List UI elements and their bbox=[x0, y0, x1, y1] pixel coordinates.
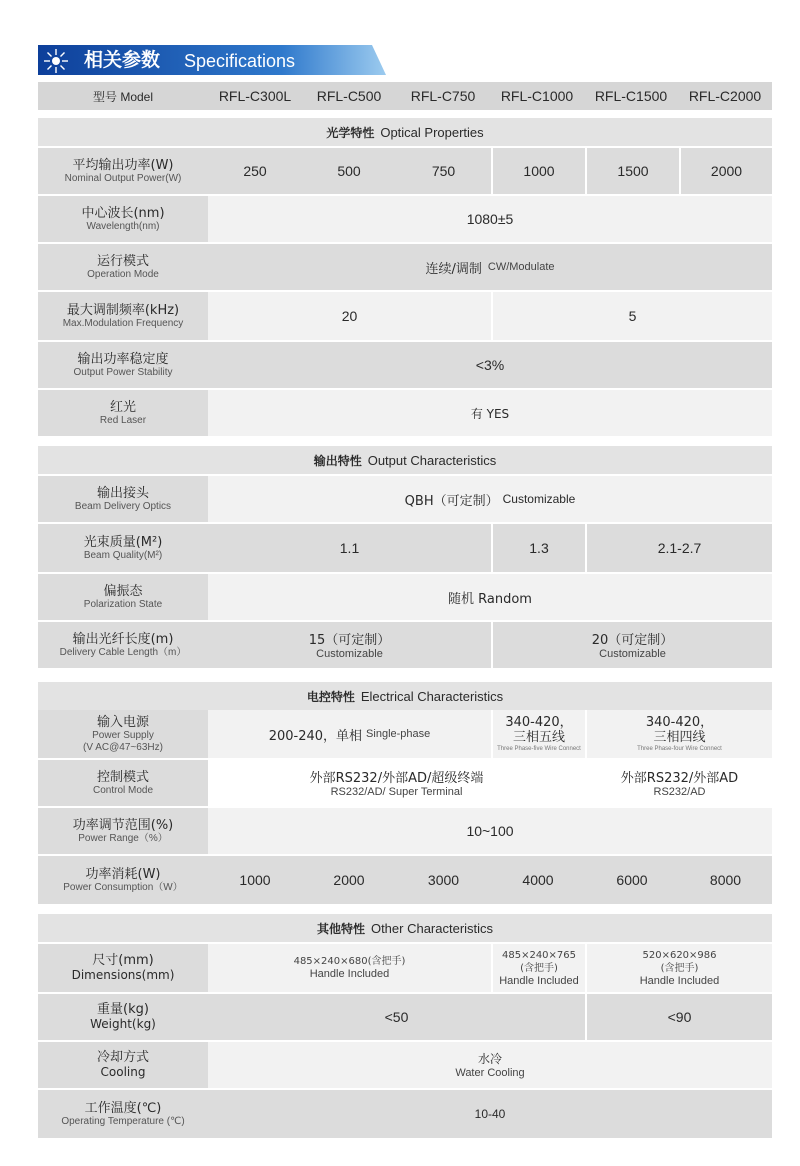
label-en: Nominal Output Power(W) bbox=[64, 172, 182, 184]
label-en: Control Mode bbox=[92, 784, 154, 796]
model-name: RFL-C750 bbox=[410, 88, 476, 104]
label-cn: 输入电源 bbox=[96, 714, 149, 730]
section-title-cn: 其他特性 bbox=[316, 921, 365, 936]
row-wavelength bbox=[38, 196, 772, 242]
value-en: RS232/AD bbox=[653, 786, 706, 798]
value-en: Water Cooling bbox=[455, 1067, 525, 1079]
value-cell: 4000 bbox=[522, 872, 554, 888]
row-polarization bbox=[38, 574, 772, 620]
row-control-mode bbox=[38, 760, 772, 806]
value-en: Customizable bbox=[599, 648, 666, 660]
value-cn: (含把手) bbox=[660, 962, 699, 974]
sun-icon bbox=[42, 47, 70, 75]
value-cell: 500 bbox=[337, 163, 361, 179]
row-power-range bbox=[38, 808, 772, 854]
row-label bbox=[38, 994, 208, 1040]
row-dimensions bbox=[38, 944, 772, 992]
label-cn: 中心波长(nm) bbox=[81, 205, 165, 221]
section-optical bbox=[38, 118, 772, 146]
model-row bbox=[38, 82, 772, 110]
value-en: Customizable bbox=[316, 648, 383, 660]
label-en: Delivery Cable Length（m） bbox=[59, 646, 187, 658]
value-en: Handle Included bbox=[499, 974, 579, 987]
value-cn: 连续/调制 bbox=[425, 261, 482, 277]
value-cell: 3000 bbox=[427, 872, 460, 888]
value-en: Three Phase-four Wire Connect bbox=[637, 746, 722, 752]
value-cn: 外部RS232/外部AD bbox=[620, 771, 739, 786]
label-cn: 尺寸(mm) bbox=[92, 953, 154, 968]
section-output bbox=[38, 446, 772, 474]
row-label bbox=[38, 1090, 208, 1138]
row-cooling bbox=[38, 1042, 772, 1088]
model-name: RFL-C2000 bbox=[688, 88, 762, 104]
row-weight bbox=[38, 994, 772, 1040]
label-cn: 控制模式 bbox=[96, 769, 149, 785]
value-cn: 340-420， bbox=[505, 715, 573, 730]
row-label bbox=[38, 342, 208, 388]
model-name: RFL-C300L bbox=[218, 88, 292, 104]
row-stability bbox=[38, 342, 772, 388]
value-cell: 6000 bbox=[616, 872, 648, 888]
row-label bbox=[38, 856, 208, 904]
section-title-en: Other Characteristics bbox=[370, 920, 494, 936]
label-cn: 光束质量(M²) bbox=[83, 534, 163, 550]
section-title-en: Optical Properties bbox=[380, 124, 484, 140]
value-cell: 10~100 bbox=[466, 823, 514, 839]
label-cn: 功率消耗(W) bbox=[85, 866, 161, 882]
label-en: Dimensions(mm) bbox=[71, 968, 175, 982]
model-name: RFL-C500 bbox=[316, 88, 382, 104]
row-power-consumption bbox=[38, 856, 772, 904]
label-en: Power Supply bbox=[92, 729, 154, 741]
row-label bbox=[38, 148, 208, 194]
section-electrical bbox=[38, 682, 772, 710]
row-label bbox=[38, 244, 208, 290]
row-label bbox=[38, 622, 208, 668]
row-temperature bbox=[38, 1090, 772, 1138]
value-cell: 250 bbox=[243, 163, 267, 179]
row-modulation bbox=[38, 292, 772, 340]
value-cell: 2.1-2.7 bbox=[657, 540, 702, 556]
value-dimension: 485×240×680(含把手) bbox=[293, 956, 406, 967]
label-cn: 输出功率稳定度 bbox=[77, 351, 169, 367]
value-cell: 1500 bbox=[617, 163, 649, 179]
section-other bbox=[38, 914, 772, 942]
label-cn: 功率调节范围(%) bbox=[72, 817, 174, 833]
value-en: Customizable bbox=[502, 492, 576, 506]
label-cn: 输出接头 bbox=[96, 485, 149, 501]
label-cn: 最大调制频率(kHz) bbox=[66, 302, 180, 318]
value-en: RS232/AD/ Super Terminal bbox=[330, 786, 463, 798]
label-en: Polarization State bbox=[83, 598, 163, 610]
label-cn: 输出光纤长度(m) bbox=[72, 631, 174, 647]
value-en: Handle Included bbox=[309, 968, 390, 980]
label-cn: 平均输出功率(W) bbox=[72, 157, 174, 173]
label-en: Wavelength(nm) bbox=[86, 220, 160, 232]
value-cell: 1.3 bbox=[529, 540, 549, 556]
model-name: RFL-C1000 bbox=[500, 88, 574, 104]
value-cell: <3% bbox=[475, 357, 505, 373]
value-cn: 20（可定制） bbox=[591, 633, 674, 648]
row-operation-mode bbox=[38, 244, 772, 290]
row-label bbox=[38, 808, 208, 854]
label-en: Output Power Stability bbox=[73, 366, 173, 378]
label-cn: 红光 bbox=[109, 399, 136, 415]
value-dimension: 485×240×765 bbox=[501, 949, 577, 961]
value-cell: 8000 bbox=[709, 872, 742, 888]
row-label bbox=[38, 476, 208, 522]
row-label bbox=[38, 574, 208, 620]
label-en: Power Consumption（W） bbox=[63, 881, 183, 893]
model-label: 型号 Model bbox=[92, 89, 154, 104]
value-cell: 10-40 bbox=[474, 1107, 506, 1121]
label-cn: 工作温度(℃) bbox=[84, 1100, 162, 1116]
value-cell: 750 bbox=[431, 163, 456, 179]
row-label bbox=[38, 1042, 208, 1088]
row-connector bbox=[38, 476, 772, 522]
label-en: Red Laser bbox=[99, 414, 147, 426]
value-cell: 2000 bbox=[710, 163, 743, 179]
label-en: Operating Temperature (℃) bbox=[61, 1115, 185, 1127]
value-cell: 1000 bbox=[239, 872, 271, 888]
value-cn: 三相五线 bbox=[512, 730, 565, 745]
value-en: Three Phase-five Wire Connect bbox=[497, 746, 581, 752]
banner-title-cn: 相关参数 bbox=[84, 49, 161, 71]
label-en: Operation Mode bbox=[87, 268, 159, 280]
value-en: Handle Included bbox=[639, 974, 720, 987]
model-name: RFL-C1500 bbox=[594, 88, 668, 104]
value-dimension: 520×620×986 bbox=[642, 949, 717, 961]
label-cn: 重量(kg) bbox=[97, 1002, 149, 1017]
value-cell: 1.1 bbox=[339, 540, 360, 556]
row-beam-quality bbox=[38, 524, 772, 572]
value-cell: <50 bbox=[384, 1009, 409, 1025]
row-label bbox=[38, 196, 208, 242]
banner-title-en: Specifications bbox=[184, 51, 296, 71]
label-en: Weight(kg) bbox=[90, 1017, 156, 1031]
value-cn: 三相四线 bbox=[653, 730, 706, 745]
row-power-supply bbox=[38, 710, 772, 758]
row-label bbox=[38, 710, 208, 758]
value-cn: 外部RS232/外部AD/超级终端 bbox=[309, 771, 484, 786]
row-red-laser bbox=[38, 390, 772, 436]
section-title-cn: 电控特性 bbox=[306, 689, 355, 704]
value-cell: 20 bbox=[341, 308, 358, 324]
label-en: Power Range（%） bbox=[78, 832, 168, 844]
value-cn: 水冷 bbox=[477, 1052, 502, 1066]
label-cn: 运行模式 bbox=[96, 253, 149, 269]
label-cn: 偏振态 bbox=[103, 583, 143, 599]
label-en: Cooling bbox=[100, 1065, 146, 1079]
value-cell: 2000 bbox=[333, 872, 365, 888]
value-cell: <90 bbox=[667, 1009, 692, 1025]
value-cell: 有 YES bbox=[470, 406, 510, 421]
value-cell: 随机 Random bbox=[448, 591, 532, 607]
value-cell: 1080±5 bbox=[466, 211, 514, 227]
label-en: Beam Quality(M²) bbox=[83, 549, 163, 561]
label-en-2: (V AC@47~63Hz) bbox=[83, 741, 163, 753]
section-title-cn: 输出特性 bbox=[313, 453, 362, 468]
row-label bbox=[38, 292, 208, 340]
row-label bbox=[38, 524, 208, 572]
row-label bbox=[38, 944, 208, 992]
value-cn: 15（可定制） bbox=[308, 633, 391, 648]
label-en: Beam Delivery Optics bbox=[74, 500, 172, 512]
value-cell: 1000 bbox=[523, 163, 555, 179]
row-label bbox=[38, 390, 208, 436]
spec-banner bbox=[38, 45, 386, 75]
row-output-power bbox=[38, 148, 772, 194]
section-title-cn: 光学特性 bbox=[326, 125, 375, 140]
value-cn: QBH（可定制） bbox=[404, 493, 499, 509]
value-cn: (含把手) bbox=[520, 962, 558, 974]
label-cn: 冷却方式 bbox=[96, 1050, 149, 1065]
value-cell: 5 bbox=[628, 308, 637, 324]
value-en: Single-phase bbox=[366, 727, 431, 740]
value-cn: 340-420， bbox=[645, 715, 714, 730]
row-cable-length bbox=[38, 622, 772, 668]
label-en: Max.Modulation Frequency bbox=[62, 317, 184, 329]
row-label bbox=[38, 760, 208, 806]
section-title-en: Output Characteristics bbox=[367, 452, 497, 468]
section-title-en: Electrical Characteristics bbox=[360, 688, 504, 704]
value-en: CW/Modulate bbox=[487, 260, 555, 273]
value-cn: 200-240，单相 bbox=[268, 728, 363, 744]
